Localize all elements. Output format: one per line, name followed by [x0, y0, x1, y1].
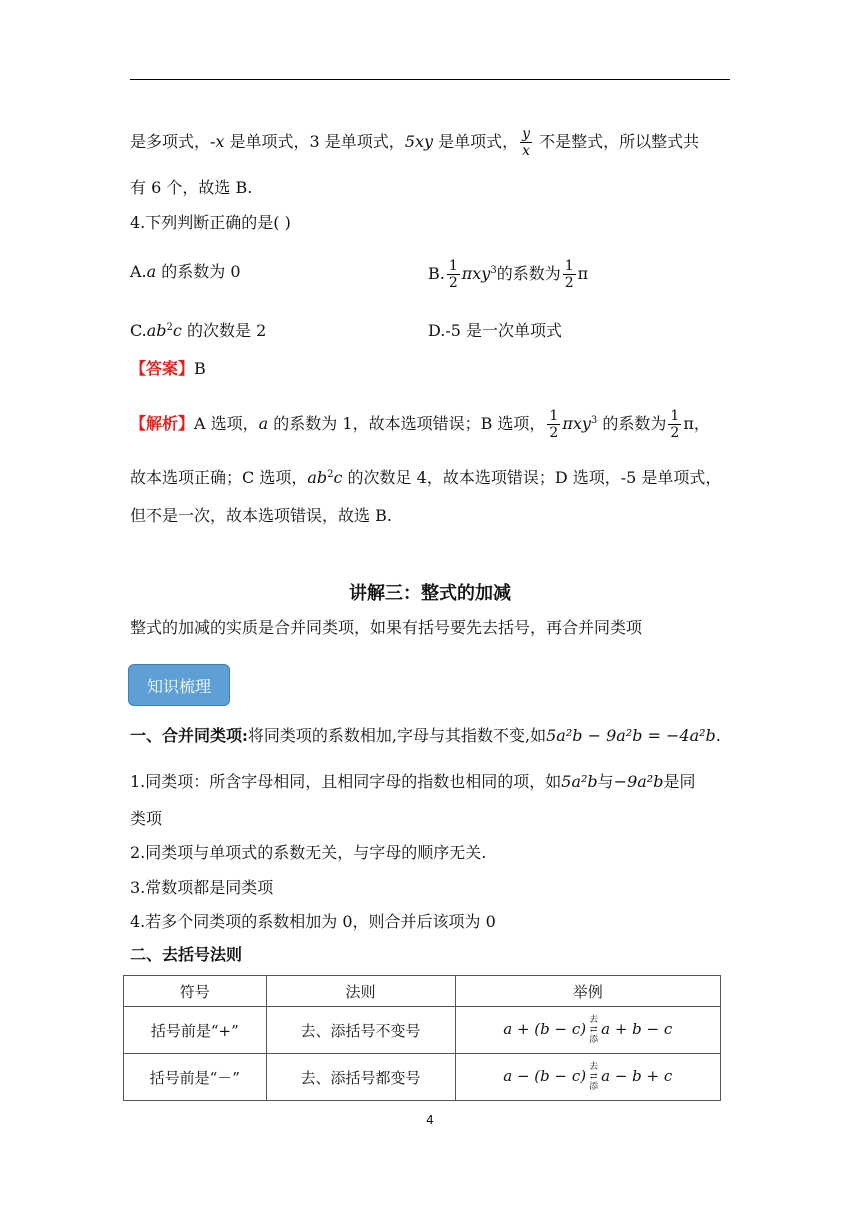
explanation-line2: 故本选项正确；C 选项，$ab^2c$ 的次数足 4，故本选项错误；D 选项，-5 是单项式，	[130, 468, 722, 487]
table-header-row	[124, 976, 721, 1007]
option-b: B. $\frac{1}{2}$ πxy$^3$的系数为 $\frac{1}{2}$ π	[428, 258, 589, 291]
bracket-rules-heading: 二、去括号法则	[130, 945, 243, 964]
double-arrow-icon: 去 ⇄ 添	[589, 1015, 599, 1045]
sign-cell: 括号前是“+”	[124, 1007, 267, 1054]
table-row	[124, 1054, 721, 1101]
answer: 【答案】B	[130, 359, 206, 378]
bracket-rules-table	[123, 975, 721, 1101]
explanation-line3: 但不是一次，故本选项错误，故选 B.	[130, 506, 392, 525]
option-c: $C.ab^2c$ 的次数是 2	[130, 321, 267, 340]
rule-4: 4.若多个同类项的系数相加为 0，则合并后该项为 0	[130, 912, 496, 931]
col-header-sign: 符号	[124, 976, 267, 1007]
page-number: 4	[426, 1113, 434, 1127]
example-cell: a − (b − c) 去 ⇄ 添 a − b + c	[455, 1054, 720, 1101]
section-intro: 整式的加减的实质是合并同类项，如果有括号要先去括号，再合并同类项	[130, 618, 643, 637]
example-cell: a + (b − c) 去 ⇄ 添 a + b − c	[455, 1007, 720, 1054]
rule-cell: 去、添括号都变号	[266, 1054, 455, 1101]
table-row	[124, 1007, 721, 1054]
rule-cell: 去、添括号不变号	[266, 1007, 455, 1054]
option-a: A.a 的系数为 0	[130, 262, 241, 281]
double-arrow-icon: 去 ⇄ 添	[589, 1062, 599, 1092]
prev-explanation-line2: 有 6 个，故选 B.	[130, 178, 253, 197]
merge-like-terms-rule: 一、合并同类项:将同类项的系数相加,字母与其指数不变,如5a²b − 9a²b = −4a²b.	[130, 726, 721, 745]
option-d: D.-5 是一次单项式	[428, 321, 563, 340]
knowledge-badge: 知识梳理	[128, 664, 230, 706]
fraction-y-over-x: $\frac{y}{x}$	[522, 126, 531, 159]
col-header-example: 举例	[455, 976, 720, 1007]
sign-cell: 括号前是“－”	[124, 1054, 267, 1101]
rule-1-line1: 1.同类项：所含字母相同，且相同字母的指数也相同的项，如5a²b与−9a²b是同	[130, 772, 696, 791]
question-4-stem: 4.下列判断正确的是( )	[130, 213, 291, 232]
col-header-rule: 法则	[266, 976, 455, 1007]
header-rule	[130, 79, 730, 80]
rule-2: 2.同类项与单项式的系数无关，与字母的顺序无关.	[130, 843, 487, 862]
rule-3: 3.常数项都是同类项	[130, 878, 274, 897]
explanation-line1: 【解析】A 选项，a 的系数为 1，故本选项错误；B 选项， $\frac{1}{2}$ πxy$^3$ 的系数为 $\frac{1}{2}$ π，	[130, 408, 710, 441]
section-title: 讲解三：整式的加减	[349, 583, 511, 604]
rule-1-line2: 类项	[130, 809, 163, 828]
prev-explanation-line1: 是多项式，-x 是单项式，3 是单项式，5xy 是单项式， $\frac{y}{x}$ 不是整式，所以整式共	[130, 126, 700, 159]
